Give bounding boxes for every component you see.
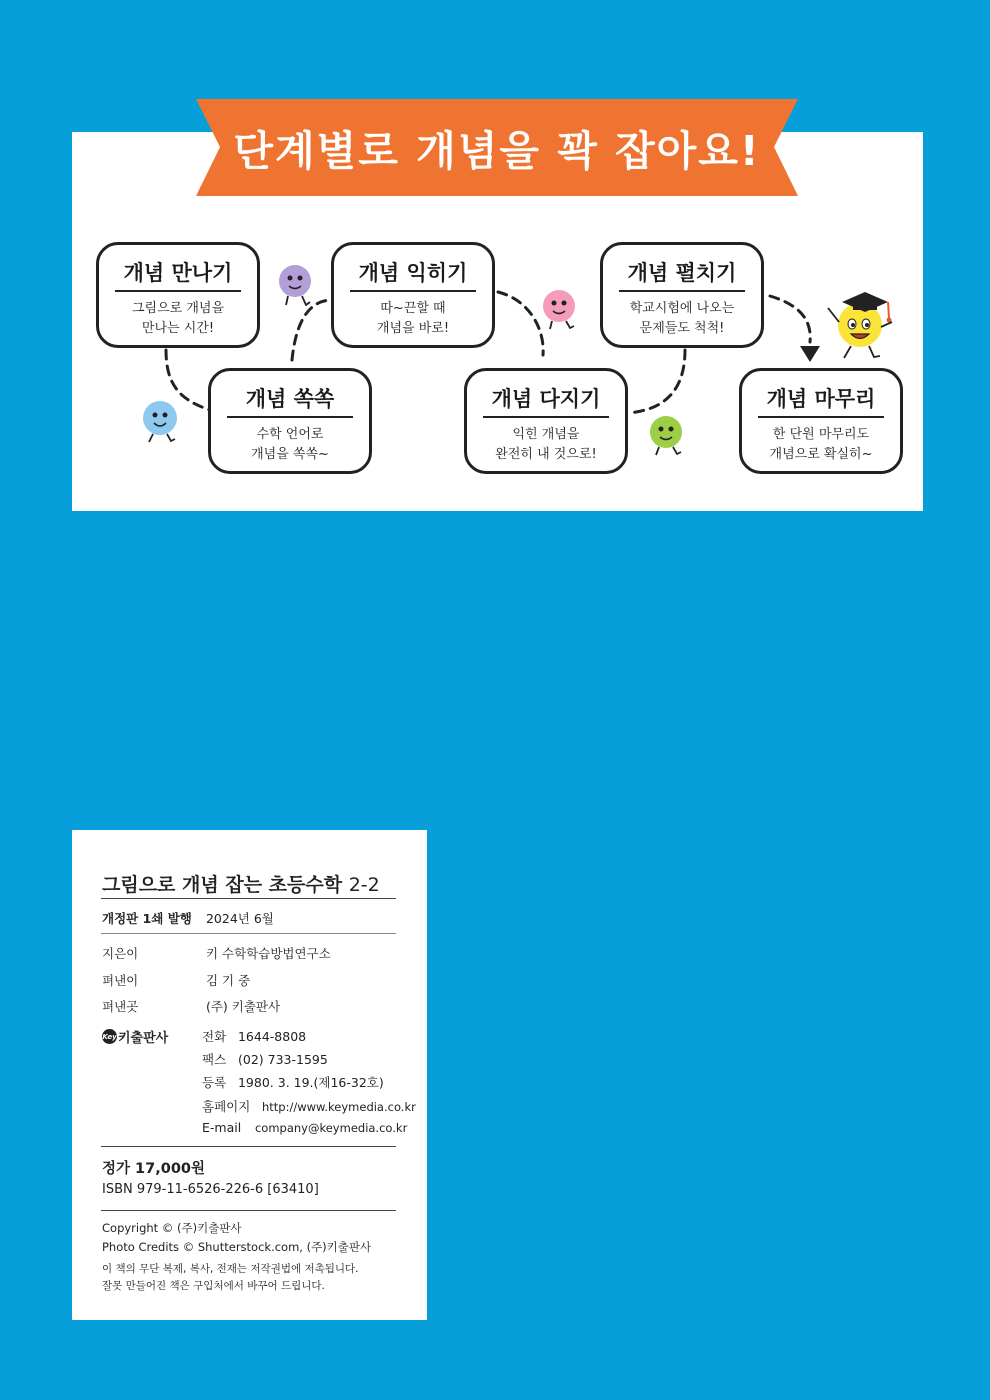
phone-label: 전화 bbox=[202, 1029, 227, 1044]
step-title: 개념 펼치기 bbox=[619, 257, 745, 292]
phone-value: 1644-8808 bbox=[237, 1029, 307, 1044]
publisher-value: 김 기 중 bbox=[205, 973, 251, 988]
email-row bbox=[202, 1120, 407, 1135]
fax-value: (02) 733-1595 bbox=[237, 1052, 328, 1067]
email-label: E-mail bbox=[202, 1120, 242, 1135]
step-title: 개념 마무리 bbox=[758, 383, 884, 418]
publisher-label: 펴낸이 bbox=[102, 973, 139, 988]
step-desc: 수학 언어로 개념을 쏙쏙~ bbox=[251, 427, 329, 462]
isbn: ISBN 979-11-6526-226-6 [63410] bbox=[102, 1182, 319, 1197]
web-label: 홈페이지 bbox=[202, 1099, 251, 1114]
author-row bbox=[102, 944, 331, 962]
step-card-5 bbox=[600, 242, 764, 348]
book-title bbox=[102, 870, 380, 897]
web-link[interactable]: http://www.keymedia.co.kr bbox=[261, 1100, 416, 1114]
price: 정가 17,000원 bbox=[102, 1161, 206, 1177]
edition-row bbox=[102, 909, 274, 927]
key-logo-icon: Key bbox=[102, 1029, 117, 1044]
book-title-text: 그림으로 개념 잡는 초등수학 bbox=[102, 874, 343, 896]
divider bbox=[101, 1210, 396, 1211]
photo-credits: Photo Credits © Shutterstock.com, (주)키출판사 bbox=[102, 1240, 372, 1254]
step-title: 개념 다지기 bbox=[483, 383, 609, 418]
email-link[interactable]: company@keymedia.co.kr bbox=[254, 1121, 408, 1135]
author-label: 지은이 bbox=[102, 946, 139, 961]
reg-value: 1980. 3. 19.(제16-32호) bbox=[237, 1075, 384, 1090]
step-card-3 bbox=[331, 242, 495, 348]
step-card-1 bbox=[96, 242, 260, 348]
step-card-6 bbox=[739, 368, 903, 474]
step-card-4 bbox=[464, 368, 628, 474]
divider bbox=[101, 1146, 396, 1147]
fax-label: 팩스 bbox=[202, 1052, 227, 1067]
step-desc: 그림으로 개념을 만나는 시간! bbox=[131, 301, 225, 336]
publisher-logo bbox=[102, 1027, 168, 1046]
fax-row bbox=[202, 1050, 328, 1068]
notice-copy: 이 책의 무단 복제, 복사, 전재는 저작권법에 저촉됩니다. bbox=[102, 1263, 359, 1275]
divider bbox=[101, 933, 396, 934]
step-title: 개념 쏙쏙 bbox=[227, 383, 353, 418]
banner-title: 단계별로 개념을 꽉 잡아요! bbox=[233, 127, 761, 175]
divider bbox=[101, 898, 396, 899]
step-desc: 학교시험에 나오는 문제들도 척척! bbox=[629, 301, 735, 336]
step-title: 개념 익히기 bbox=[350, 257, 476, 292]
publisher-row bbox=[102, 971, 250, 989]
step-desc: 한 단원 마무리도 개념으로 확실히~ bbox=[769, 427, 873, 462]
copyright: Copyright © (주)키출판사 bbox=[102, 1221, 242, 1235]
step-title: 개념 만나기 bbox=[115, 257, 241, 292]
notice-exchange: 잘못 만들어진 책은 구입처에서 바꾸어 드립니다. bbox=[102, 1280, 325, 1292]
logo-text: 키출판사 bbox=[118, 1031, 169, 1046]
company-value: (주) 키출판사 bbox=[205, 999, 281, 1014]
colophon bbox=[72, 830, 427, 1320]
phone-row bbox=[202, 1027, 306, 1045]
step-desc: 따~끈할 때 개념을 바로! bbox=[376, 301, 450, 336]
reg-label: 등록 bbox=[202, 1075, 227, 1090]
company-label: 펴낸곳 bbox=[102, 999, 139, 1014]
author-value: 키 수학학습방법연구소 bbox=[205, 946, 331, 961]
step-desc: 익힌 개념을 완전히 내 것으로! bbox=[495, 427, 597, 462]
step-card-2 bbox=[208, 368, 372, 474]
edition-date: 2024년 6월 bbox=[205, 911, 274, 926]
web-row bbox=[202, 1097, 416, 1115]
reg-row bbox=[202, 1073, 384, 1091]
company-row bbox=[102, 997, 280, 1015]
book-volume: 2-2 bbox=[348, 874, 380, 896]
edition-label: 개정판 1쇄 발행 bbox=[102, 911, 192, 926]
